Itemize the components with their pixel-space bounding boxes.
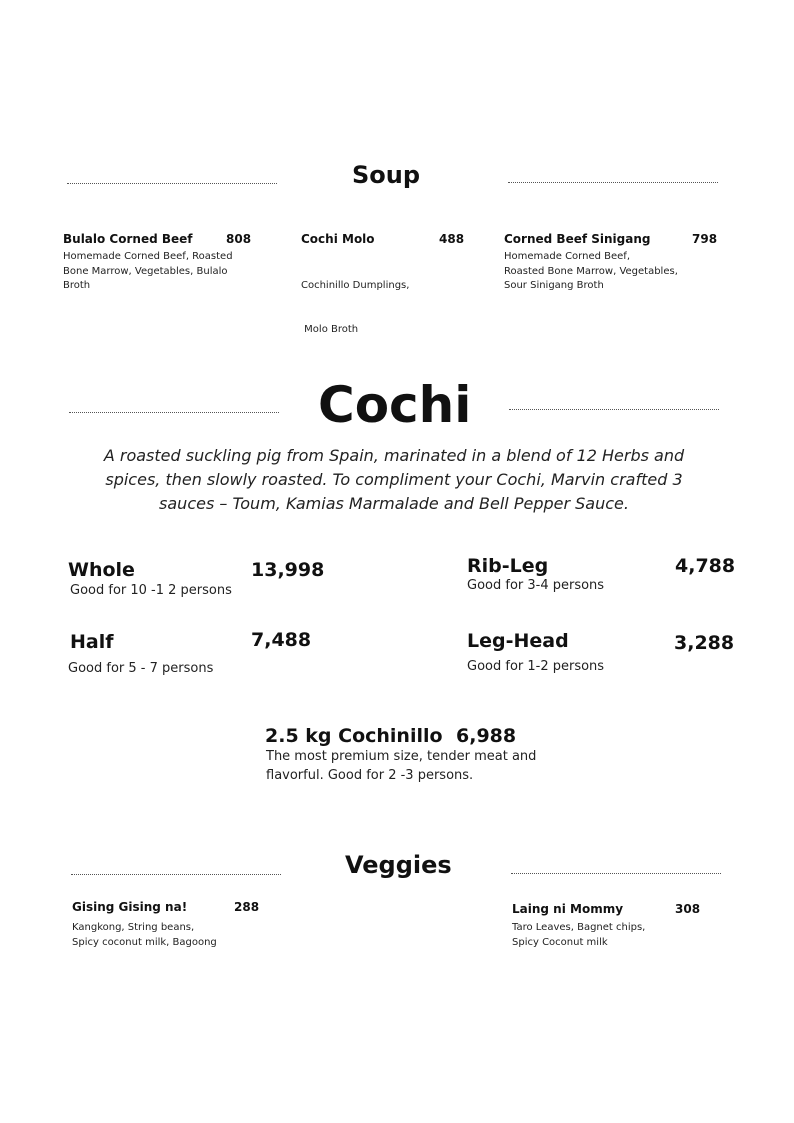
- item-name: Cochi Molo: [301, 232, 375, 246]
- section-title-cochi: Cochi: [318, 376, 472, 434]
- item-name: 2.5 kg Cochinillo: [265, 725, 443, 747]
- item-price: 488: [439, 232, 465, 246]
- item-price: 798: [692, 232, 718, 246]
- section-divider: [69, 412, 279, 413]
- item-description: Good for 3-4 persons: [467, 578, 605, 593]
- item-price: 308: [675, 902, 701, 916]
- item-description: Good for 5 - 7 persons: [68, 661, 214, 676]
- item-description: Homemade Corned Beef, Roasted Bone Marrow, Vegetables, Sour Sinigang Broth: [504, 251, 678, 291]
- item-price: 6,988: [456, 725, 517, 747]
- item-price: 13,998: [251, 559, 325, 581]
- item-description: Good for 1-2 persons: [467, 659, 605, 674]
- item-price: 7,488: [251, 629, 312, 651]
- item-price: 808: [226, 232, 252, 246]
- item-name: Corned Beef Sinigang: [504, 232, 651, 246]
- section-divider: [508, 182, 718, 183]
- cochi-intro-text: A roasted suckling pig from Spain, marinated in a blend of 12 Herbs and spices, then slowly roasted. To compliment your Cochi, Marvin crafted 3 sauces – Toum, Kamias Marmalade and Bell Pepper Sauce.: [103, 446, 685, 513]
- item-name: Bulalo Corned Beef: [63, 232, 193, 246]
- item-name: Gising Gising na!: [72, 900, 188, 914]
- item-description: Cochinillo Dumplings, Molo Broth: [301, 280, 410, 335]
- item-description: Good for 10 -1 2 persons: [70, 583, 232, 598]
- item-name: Rib-Leg: [467, 555, 549, 577]
- item-name: Half: [70, 631, 114, 653]
- section-divider: [67, 183, 277, 184]
- item-name: Whole: [68, 559, 135, 581]
- section-divider: [509, 409, 719, 410]
- item-name: Leg-Head: [467, 630, 569, 652]
- section-title-soup: Soup: [352, 161, 421, 189]
- section-title-veggies: Veggies: [345, 851, 452, 879]
- section-divider: [71, 874, 281, 875]
- item-description: Kangkong, String beans, Spicy coconut milk, Bagoong: [72, 922, 217, 948]
- item-price: 288: [234, 900, 260, 914]
- section-divider: [511, 873, 721, 874]
- item-description: The most premium size, tender meat and flavorful. Good for 2 -3 persons.: [266, 749, 537, 783]
- item-name: Laing ni Mommy: [512, 902, 624, 916]
- item-description: Taro Leaves, Bagnet chips, Spicy Coconut milk: [512, 922, 646, 948]
- item-price: 3,288: [674, 632, 735, 654]
- item-price: 4,788: [675, 555, 736, 577]
- item-description: Homemade Corned Beef, Roasted Bone Marrow, Vegetables, Bulalo Broth: [63, 251, 233, 291]
